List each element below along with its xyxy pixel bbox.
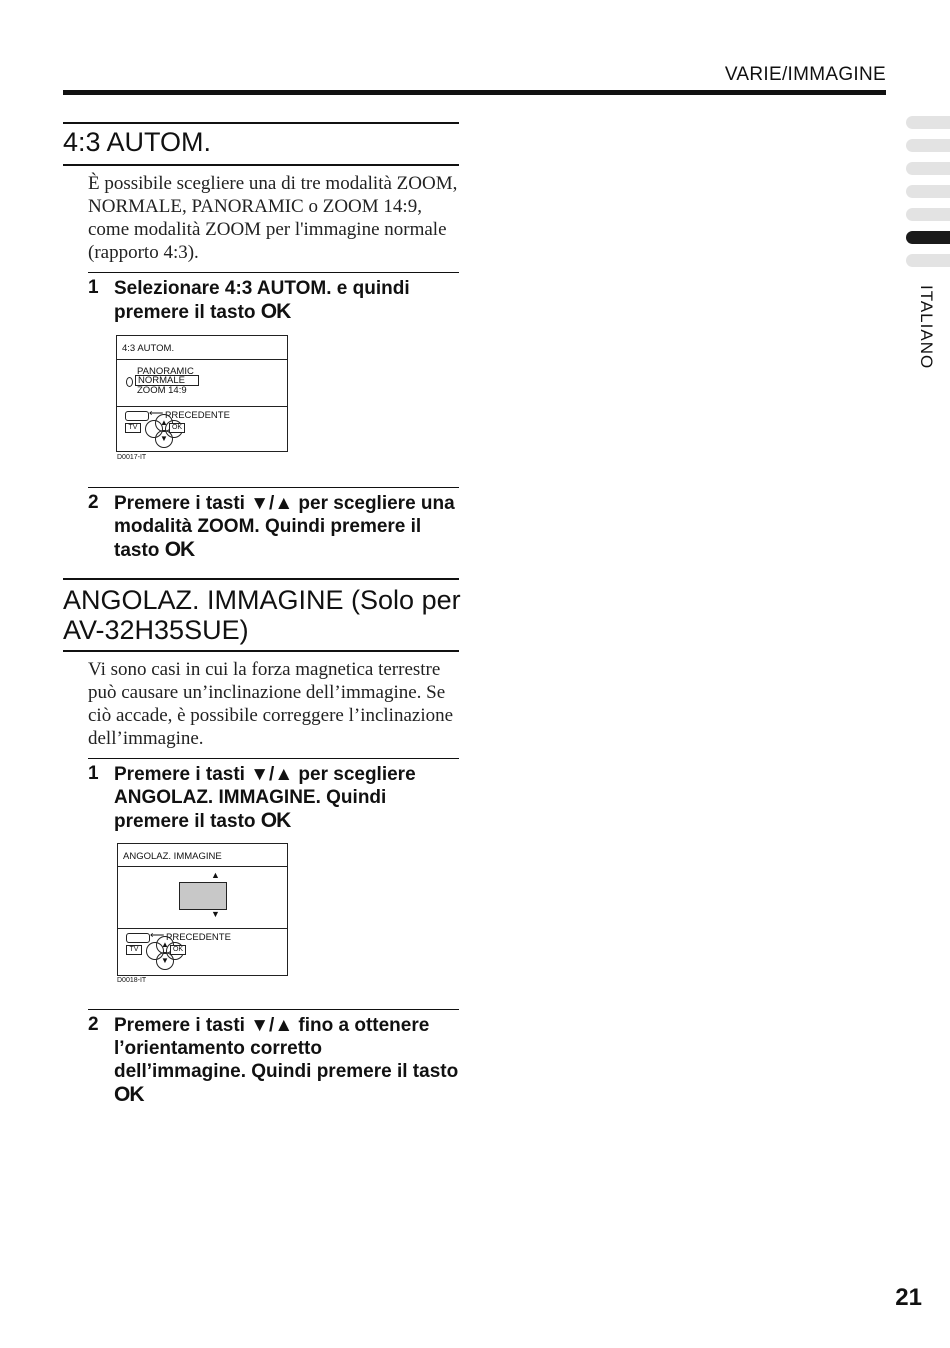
section2-step1-number: 1 — [88, 763, 99, 784]
screen-divider — [117, 359, 287, 360]
nav-up-icon: ▲ — [155, 414, 173, 432]
screen-divider — [117, 406, 287, 407]
section2-rule-bottom — [63, 650, 459, 652]
section1-rule-top — [63, 122, 459, 124]
side-tab-1 — [906, 116, 950, 129]
side-tab-3 — [906, 162, 950, 175]
section1-step1-number: 1 — [88, 277, 99, 298]
menu-screen-angolaz-immagine — [117, 843, 288, 976]
section2-step2-number: 2 — [88, 1014, 99, 1035]
step-text: Premere i tasti ▼/▲ per scegliere ANGOLAZ. IMMAGINE. Quindi premere il tasto — [114, 764, 416, 832]
option-normale-selected: NORMALE — [135, 375, 199, 386]
section2-step2-text — [114, 1014, 459, 1107]
nav-down-icon: ▼ — [155, 430, 173, 448]
side-tab-4 — [906, 185, 950, 198]
section1-rule-step2 — [88, 487, 459, 488]
ok-key-icon: OK — [114, 1083, 144, 1106]
menu-screen-43-autom — [116, 335, 288, 452]
section1-body: È possibile scegliere una di tre modalità ZOOM, NORMALE, PANORAMIC o ZOOM 14:9, come modalità ZOOM per l'immagine normale (rapporto 4:3). — [88, 173, 458, 263]
side-tab-active — [906, 231, 950, 244]
section2-body: Vi sono casi in cui la forza magnetica terrestre può causare un’inclinazione dell’immagine. Se ciò accade, è possibile correggere l’inclinazione dell’immagine. — [88, 659, 454, 749]
side-tab-2 — [906, 139, 950, 152]
nav-down-icon: ▼ — [156, 952, 174, 970]
ok-button-icon: OK — [169, 423, 185, 433]
nav-up-icon: ▲ — [156, 936, 174, 954]
section2-rule-top — [63, 578, 459, 580]
running-header: VARIE/IMMAGINE — [724, 64, 886, 85]
section2-step1-text — [114, 763, 459, 833]
section2-rule-step1 — [88, 758, 459, 759]
header-rule — [63, 90, 886, 95]
back-label: PRECEDENTE — [166, 932, 231, 943]
section1-rule-bottom — [63, 164, 459, 166]
tilt-indicator — [179, 882, 227, 910]
ok-button-icon: OK — [170, 945, 186, 955]
section1-step2-number: 2 — [88, 492, 99, 513]
page-number: 21 — [895, 1284, 922, 1311]
figure-code: D0018-IT — [117, 977, 147, 984]
section2-title: ANGOLAZ. IMMAGINE (Solo per AV-32H35SUE) — [63, 585, 461, 645]
side-tab-5 — [906, 208, 950, 221]
arrow-up-icon: ▲ — [211, 870, 220, 880]
selector-icon — [126, 377, 133, 387]
screen-title: 4:3 AUTOM. — [122, 343, 175, 354]
tv-key-icon: TV — [125, 423, 141, 433]
section2-rule-step2 — [88, 1009, 459, 1010]
ok-key-icon: OK — [164, 538, 195, 561]
language-label: ITALIANO — [917, 285, 936, 370]
screen-divider — [118, 928, 287, 929]
screen-divider — [118, 866, 287, 867]
screen-title: ANGOLAZ. IMMAGINE — [123, 851, 222, 862]
back-label: PRECEDENTE — [165, 410, 230, 421]
option-panoramic: PANORAMIC — [137, 366, 194, 377]
arrow-down-icon: ▼ — [211, 909, 220, 919]
figure-code: D0017-IT — [117, 454, 147, 461]
section1-title: 4:3 AUTOM. — [63, 127, 212, 157]
step-text: Premere i tasti ▼/▲ fino a ottenere l’orientamento corretto dell’immagine. Quindi premere il tasto — [114, 1015, 459, 1082]
step-text: Selezionare 4:3 AUTOM. e quindi premere il tasto — [114, 278, 410, 323]
option-zoom-14-9: ZOOM 14:9 — [137, 385, 187, 396]
section1-step2-text — [114, 492, 459, 562]
section1-step1-text — [114, 277, 459, 324]
arrow-left-icon: ⟵ — [150, 930, 165, 941]
side-tab-7 — [906, 254, 950, 267]
step-text: Premere i tasti ▼/▲ per scegliere una modalità ZOOM. Quindi premere il tasto — [114, 493, 455, 561]
ok-key-icon: OK — [260, 809, 291, 832]
arrow-left-icon: ⟵ — [149, 408, 164, 419]
back-button-icon — [126, 933, 150, 943]
section1-rule-step1 — [88, 272, 459, 273]
ok-key-icon: OK — [260, 300, 291, 323]
back-button-icon — [125, 411, 149, 421]
tv-key-icon: TV — [126, 945, 142, 955]
